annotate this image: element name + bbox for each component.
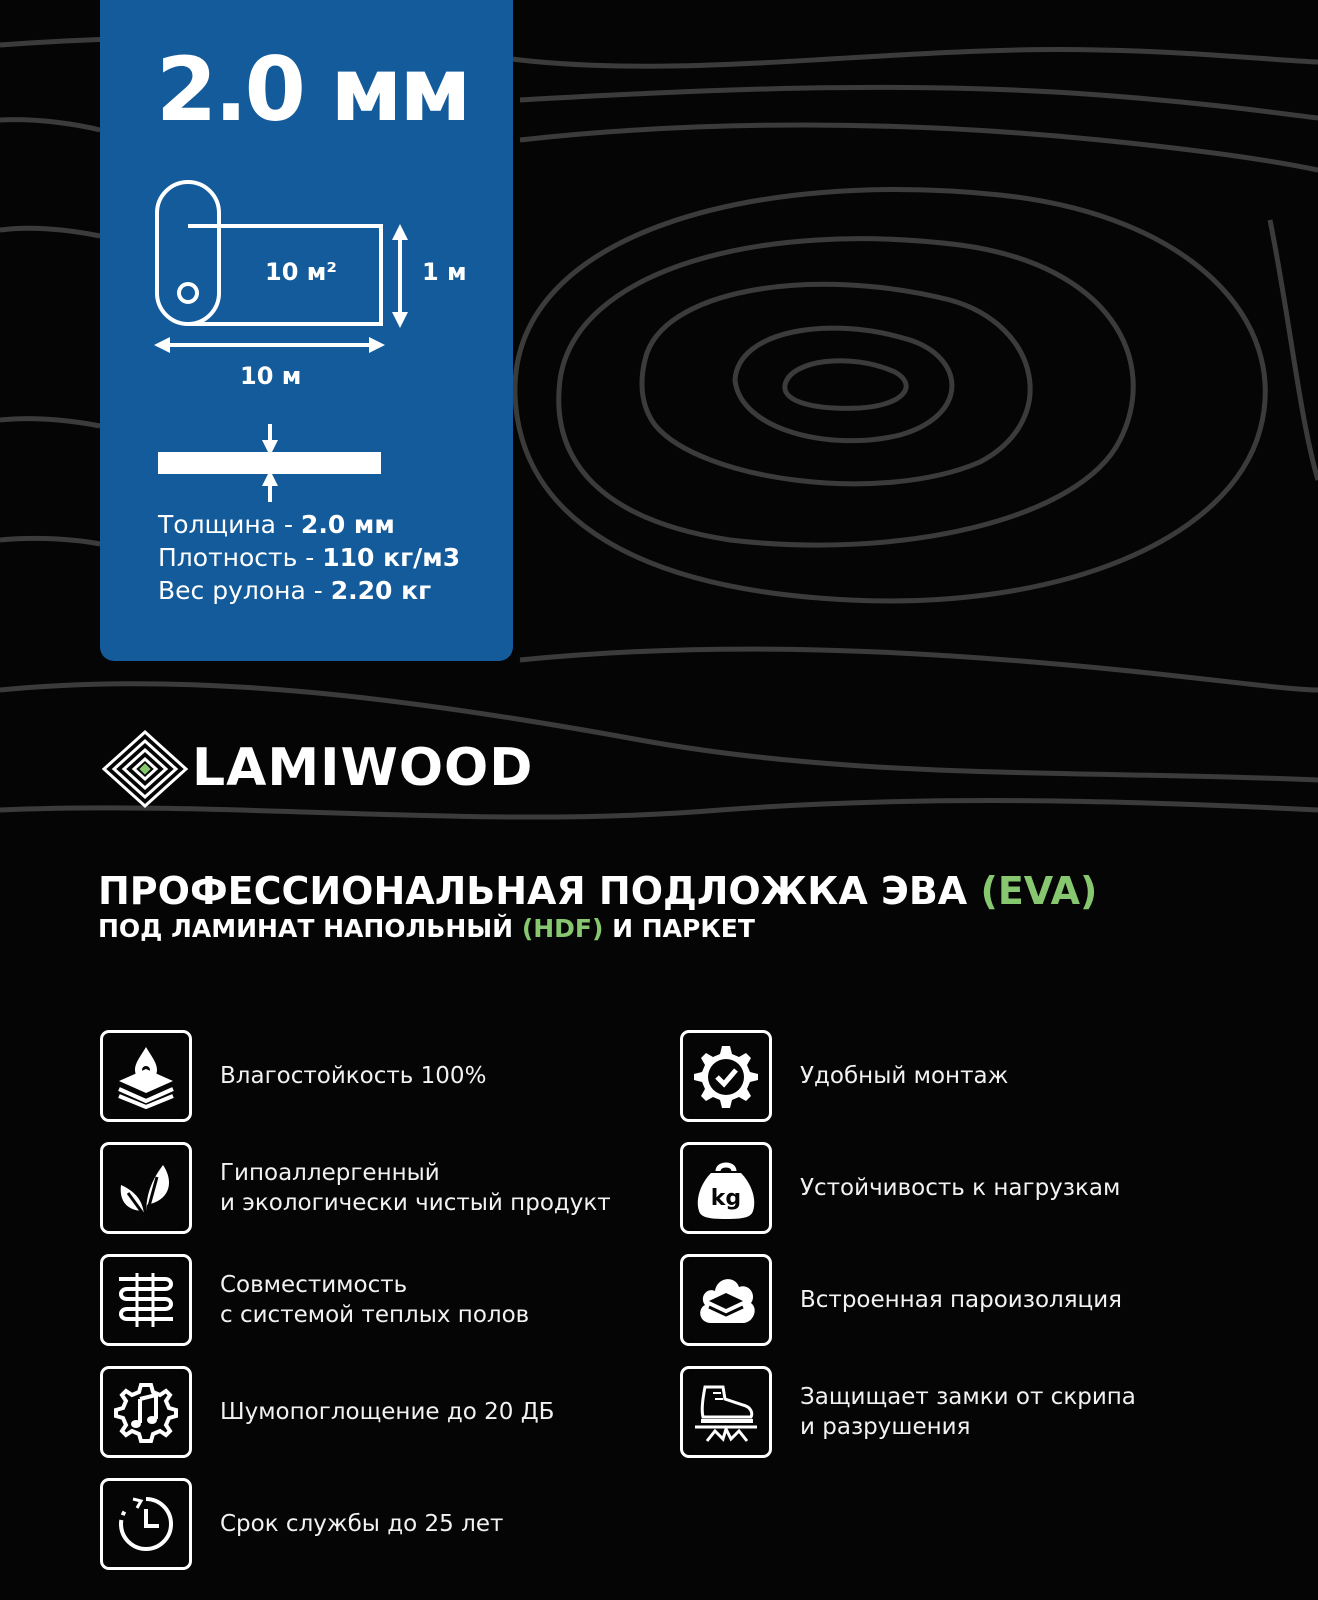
- heading-sub-text-end: И ПАРКЕТ: [603, 914, 755, 943]
- spec-card: [100, 0, 513, 661]
- spec-row-weight: [158, 574, 460, 607]
- gear-check-icon: [680, 1030, 772, 1122]
- feature-line: Удобный монтаж: [800, 1063, 1009, 1089]
- heating-coil-icon: [100, 1254, 192, 1346]
- music-gear-icon: [100, 1366, 192, 1458]
- feature-text: [220, 1478, 650, 1570]
- feature-text: [800, 1254, 1230, 1346]
- feature-line: Гипоаллергенный: [220, 1160, 440, 1186]
- water-drop-layers-icon: [100, 1030, 192, 1122]
- feature-text: [220, 1030, 650, 1122]
- logo-mark-icon: [100, 728, 190, 810]
- spec-label: Плотность -: [158, 543, 323, 572]
- feature-text: [800, 1142, 1230, 1234]
- kg-text: kg: [710, 1186, 742, 1211]
- heading-sub-accent: (HDF): [521, 914, 604, 943]
- heading-sub: [98, 914, 1097, 944]
- feature-text: [800, 1366, 1230, 1458]
- feature-text: [220, 1254, 650, 1346]
- heading-sub-text: ПОД ЛАМИНАТ НАПОЛЬНЫЙ: [98, 914, 522, 943]
- spec-label: Толщина -: [158, 510, 301, 539]
- product-heading: [98, 868, 1097, 944]
- feature-line: Шумопоглощение до 20 ДБ: [220, 1399, 555, 1425]
- roll-shape: [157, 182, 381, 324]
- spec-row-thickness: [158, 508, 460, 541]
- heading-main-text: ПРОФЕССИОНАЛЬНАЯ ПОДЛОЖКА ЭВА: [98, 869, 981, 913]
- heading-main-accent: (EVA): [980, 869, 1098, 913]
- feature-line: Совместимость: [220, 1272, 408, 1298]
- thickness-bar: [158, 452, 381, 474]
- thickness-title: 2.0 мм: [156, 38, 469, 141]
- feature-line: с системой теплых полов: [220, 1302, 530, 1328]
- spec-value: 2.20 кг: [330, 576, 432, 605]
- feature-line: Влагостойкость 100%: [220, 1063, 487, 1089]
- feature-line: и экологически чистый продукт: [220, 1190, 611, 1216]
- boot-stomp-icon: [680, 1366, 772, 1458]
- clock-icon: [100, 1478, 192, 1570]
- spec-row-density: [158, 541, 460, 574]
- length-label: 10 м: [240, 362, 302, 390]
- feature-line: Устойчивость к нагрузкам: [800, 1175, 1121, 1201]
- feature-text: [220, 1366, 650, 1458]
- spec-value: 110 кг/м3: [322, 543, 461, 572]
- spec-list: [158, 508, 460, 607]
- feature-text: [800, 1030, 1230, 1122]
- spec-value: 2.0 мм: [300, 510, 395, 539]
- cloud-layers-icon: [680, 1254, 772, 1346]
- spec-label: Вес рулона -: [158, 576, 331, 605]
- feature-line: Защищает замки от скрипа: [800, 1384, 1136, 1410]
- brand-logo: [100, 728, 534, 810]
- leaf-icon: [100, 1142, 192, 1234]
- kg-weight-icon: [680, 1142, 772, 1234]
- feature-line: Встроенная пароизоляция: [800, 1287, 1122, 1313]
- brand-name: LAMIWOOD: [192, 738, 534, 798]
- area-label: 10 м²: [265, 258, 337, 286]
- width-label: 1 м: [422, 258, 467, 286]
- heading-main: [98, 868, 1097, 914]
- feature-text: [220, 1142, 650, 1234]
- feature-line: и разрушения: [800, 1414, 971, 1440]
- feature-line: Срок службы до 25 лет: [220, 1511, 504, 1537]
